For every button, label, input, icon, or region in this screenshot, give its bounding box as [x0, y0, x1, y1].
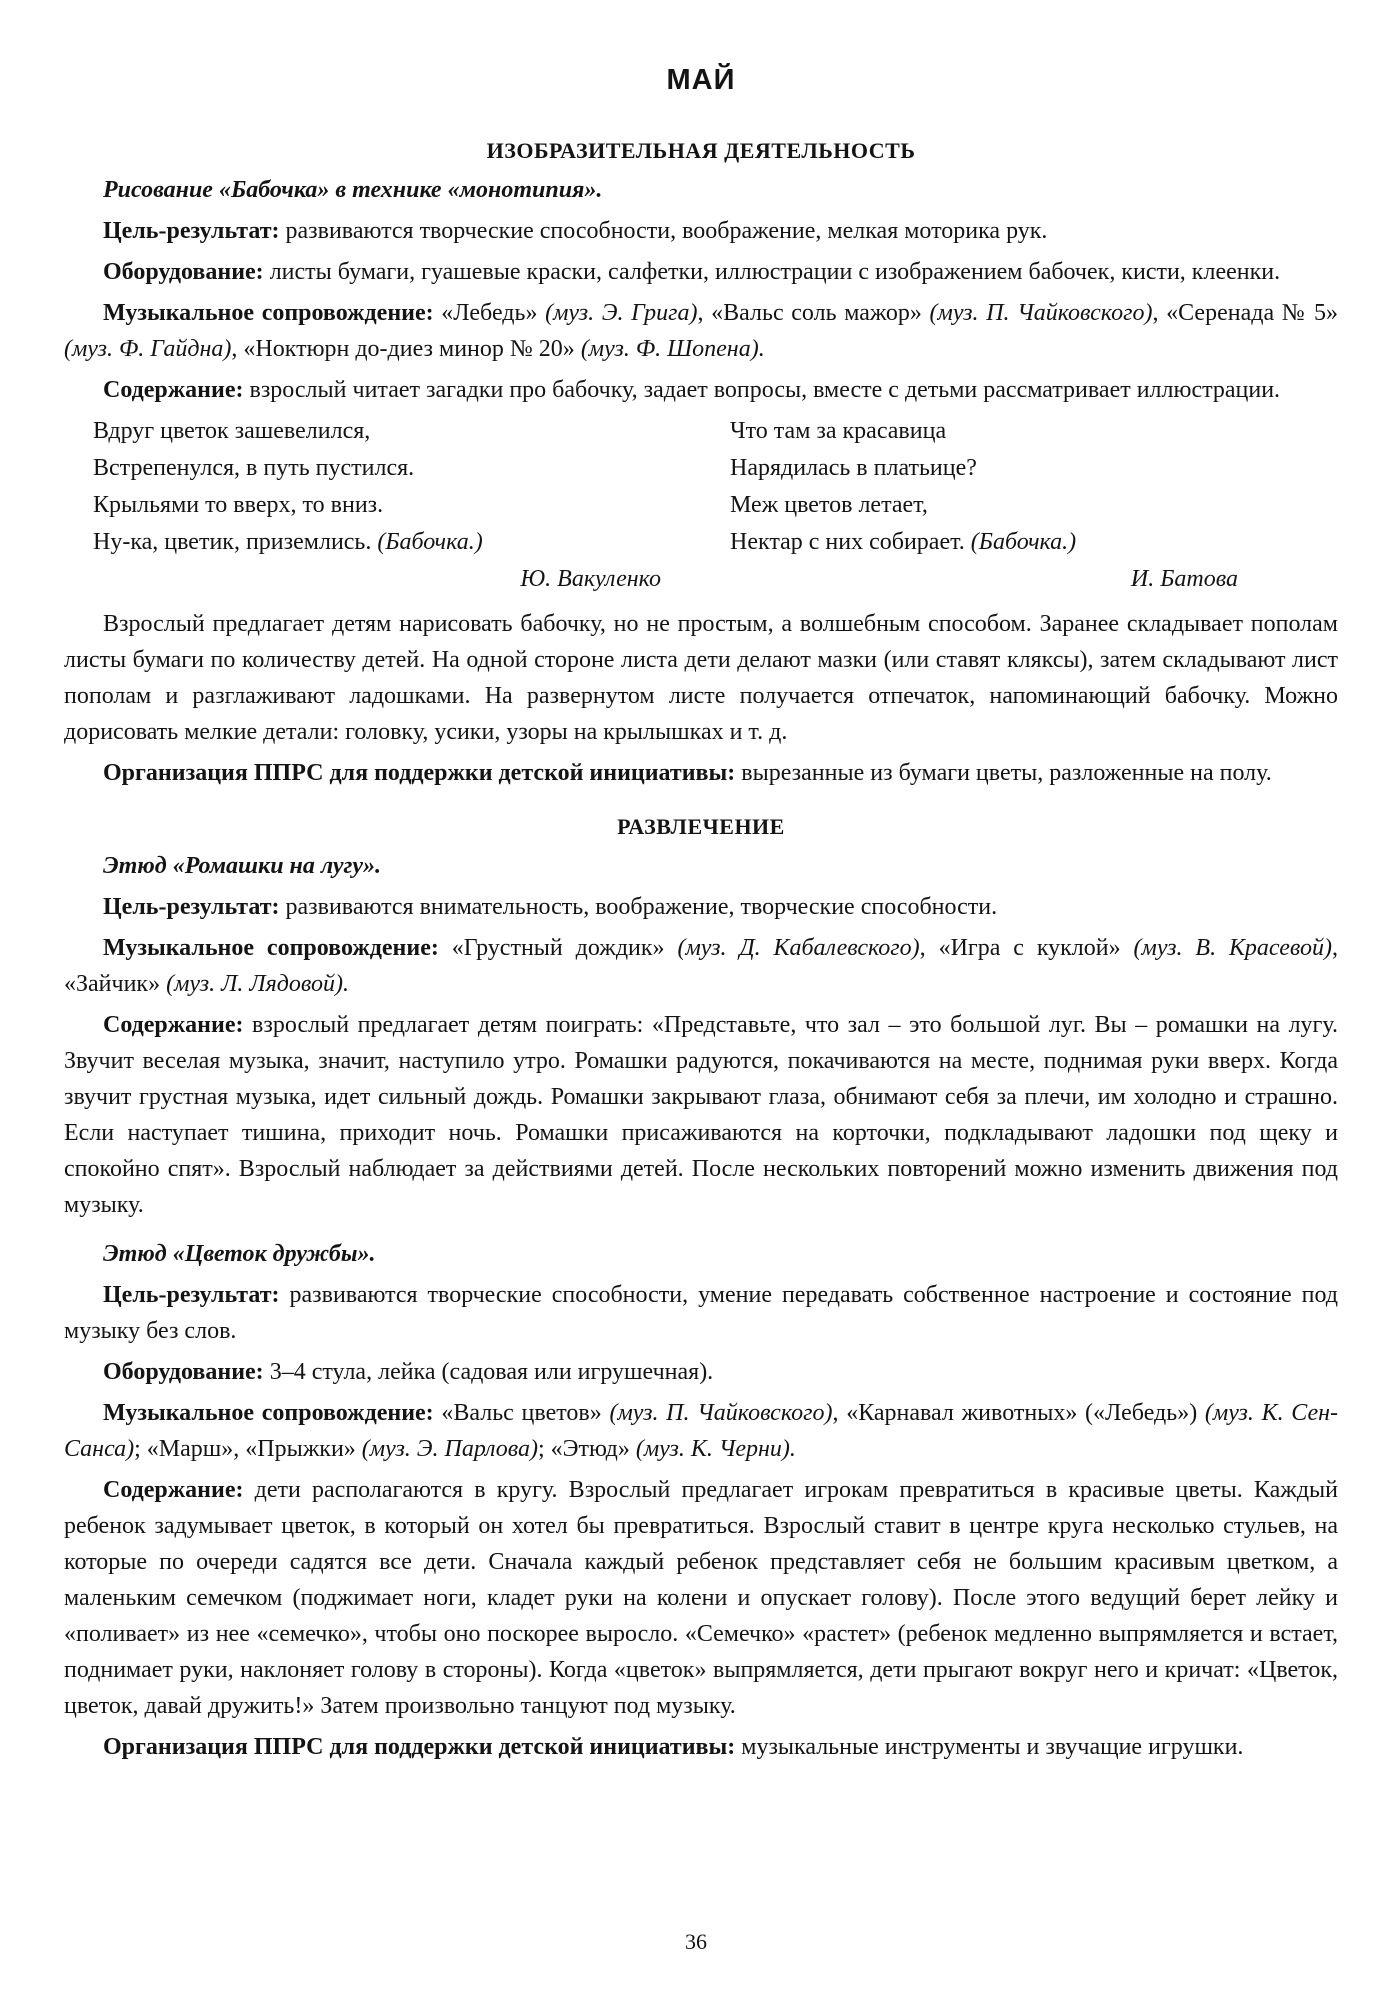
music-label: Музыкальное сопровождение: [103, 1400, 434, 1426]
goal-paragraph [64, 213, 1338, 249]
equipment-label: Оборудование: [103, 1359, 264, 1385]
goal-text: развиваются внимательность, воображение, творческие способности. [279, 894, 998, 920]
music-composer: (муз. Ф. Шопена). [580, 336, 765, 362]
music-composer: (муз. К. Сен-Санса) [64, 1400, 1338, 1462]
riddle-answer: (Бабочка.) [970, 529, 1077, 555]
content-text: взрослый читает загадки про бабочку, задает вопросы, вместе с детьми рассматривает иллюстрации. [243, 377, 1281, 403]
equipment-paragraph [64, 1354, 1338, 1390]
content-label: Содержание: [103, 377, 244, 403]
content-paragraph [64, 1007, 1338, 1223]
music-composer: (муз. К. Черни). [635, 1436, 796, 1462]
etude-title: Этюд «Цветок дружбы». [103, 1241, 376, 1267]
music-paragraph [64, 295, 1338, 367]
poem-line: Вдруг цветок зашевелился, [93, 418, 371, 444]
riddle-left [64, 413, 701, 598]
page-number: 36 [685, 1929, 707, 1954]
music-paragraph [64, 1395, 1338, 1467]
organization-paragraph [64, 755, 1338, 791]
riddle-right [701, 413, 1338, 598]
page-title: МАЙ [666, 64, 736, 96]
music-composer: (муз. Ф. Гайдна) [64, 336, 232, 362]
poem-line: Нарядилась в платьице? [730, 455, 977, 481]
music-item: ; «Этюд» [537, 1436, 636, 1462]
content-label: Содержание: [103, 1012, 244, 1038]
poem-line: Встрепенулся, в путь пустился. [93, 455, 415, 481]
music-item: ; «Марш», «Прыжки» [134, 1436, 362, 1462]
music-item: , «Вальс соль мажор» [697, 300, 930, 326]
organization-label: Организация ППРС для поддержки детской инициативы: [103, 1734, 736, 1760]
poem-line-text: Нектар с них собирает. [730, 529, 971, 555]
content-text: взрослый предлагает детям поиграть: «Представьте, что зал – это большой луг. Вы – ромашки на лугу. Звучит веселая музыка, значит, наступило утро. Ромашки радуются, покачиваются на месте, поднимая руки вверх. Когда звучит грустная музыка, идет сильный дождь. Ромашки закрывают глаза, обнимают себя за плечи, им холодно и страшно. Если наступает тишина, приходит ночь. Ромашки присаживаются на корточки, подкладывают ладошки под щеку и спокойно спят». Взрослый наблюдает за действиями детей. После нескольких повторений можно изменить движения под музыку. [64, 1012, 1338, 1218]
goal-paragraph [64, 889, 1338, 925]
etude-title: Этюд «Ромашки на лугу». [103, 853, 382, 879]
poem-line [93, 524, 701, 561]
poem-line: Что там за красавица [730, 418, 947, 444]
music-item: «Грустный дождик» [438, 935, 678, 961]
activity-title: Рисование «Бабочка» в технике «монотипия». [103, 177, 603, 203]
music-label: Музыкальное сопровождение: [103, 935, 439, 961]
music-item: , «Игра с куклой» [919, 935, 1134, 961]
goal-text: развиваются творческие способности, воображение, мелкая моторика рук. [279, 218, 1048, 244]
goal-label: Цель-результат: [103, 218, 280, 244]
equipment-text: 3–4 стула, лейка (садовая или игрушечная). [263, 1359, 714, 1385]
organization-text: вырезанные из бумаги цветы, разложенные на полу. [735, 760, 1272, 786]
music-item: , «Карнавал животных» («Лебедь») [832, 1400, 1205, 1426]
music-item: , «Зайчик» [64, 935, 1339, 997]
equipment-paragraph [64, 254, 1338, 290]
section-heading-art: ИЗОБРАЗИТЕЛЬНАЯ ДЕЯТЕЛЬНОСТЬ [486, 138, 916, 163]
music-item: , «Серенада № 5» [1152, 300, 1338, 326]
music-composer: (муз. Л. Лядовой). [166, 971, 349, 997]
music-composer: (муз. Д. Кабалевского) [677, 935, 920, 961]
music-item: , «Ноктюрн до-диез минор № 20» [231, 336, 581, 362]
goal-text: развиваются творческие способности, умение передавать собственное настроение и состояние под музыку без слов. [64, 1282, 1338, 1344]
music-composer: (муз. Э. Грига) [545, 300, 698, 326]
poem-author: Ю. Вакуленко [520, 566, 661, 592]
poem-line: Крыльями то вверх, то вниз. [93, 492, 384, 518]
organization-paragraph [64, 1729, 1338, 1765]
music-composer: (муз. В. Красевой) [1133, 935, 1333, 961]
goal-label: Цель-результат: [103, 894, 280, 920]
content-paragraph [64, 372, 1338, 408]
equipment-text: листы бумаги, гуашевые краски, салфетки, иллюстрации с изображением бабочек, кисти, клеенки. [263, 259, 1281, 285]
content-label: Содержание: [103, 1477, 244, 1503]
music-label: Музыкальное сопровождение: [103, 300, 434, 326]
poem-line [730, 524, 1338, 561]
goal-paragraph [64, 1277, 1338, 1349]
music-composer: (муз. Э. Парлова) [361, 1436, 538, 1462]
music-composer: (муз. П. Чайковского) [929, 300, 1153, 326]
poem-line-text: Ну-ка, цветик, приземлись. [93, 529, 378, 555]
riddles [64, 413, 1338, 598]
music-paragraph [64, 930, 1338, 1002]
music-item: «Лебедь» [433, 300, 546, 326]
content-text: дети располагаются в кругу. Взрослый предлагает игрокам превратиться в красивые цветы. Каждый ребенок задумывает цветок, в который он хотел бы превратиться. Взрослый ставит в центре круга несколько стульев, на которые по очереди садятся все дети. Сначала каждый ребенок представляет себя не большим красивым цветком, а маленьким семечком (поджимает ноги, кладет руки на колени и опускает голову). После этого ведущий берет лейку и «поливает» из нее «семечко», чтобы оно поскорее выросло. «Семечко» «растет» (ребенок медленно выпрямляется и встает, поднимает руки, наклоняет голову в стороны). Когда «цветок» выпрямляется, дети прыгают вокруг него и кричат: «Цветок, цветок, давай дружить!» Затем произвольно танцуют под музыку. [64, 1477, 1338, 1719]
equipment-label: Оборудование: [103, 259, 264, 285]
section-heading-entertainment: РАЗВЛЕЧЕНИЕ [617, 814, 785, 839]
organization-text: музыкальные инструменты и звучащие игрушки. [735, 1734, 1244, 1760]
goal-label: Цель-результат: [103, 1282, 280, 1308]
content-paragraph [64, 1472, 1338, 1724]
poem-author: И. Батова [1130, 566, 1238, 592]
poem-line: Меж цветов летает, [730, 492, 928, 518]
description-paragraph: Взрослый предлагает детям нарисовать бабочку, но не простым, а волшебным способом. Заранее складывает пополам листы бумаги по количеству детей. На одной стороне листа дети делают мазки (или ставят кляксы), затем складывают лист пополам и разглаживают ладошками. На развернутом листе получается отпечаток, напоминающий бабочку. Можно дорисовать мелкие детали: головку, усики, узоры на крылышках и т. д. [64, 611, 1338, 745]
music-composer: (муз. П. Чайковского) [609, 1400, 833, 1426]
riddle-answer: (Бабочка.) [377, 529, 483, 555]
organization-label: Организация ППРС для поддержки детской инициативы: [103, 760, 736, 786]
music-item: «Вальс цветов» [433, 1400, 610, 1426]
